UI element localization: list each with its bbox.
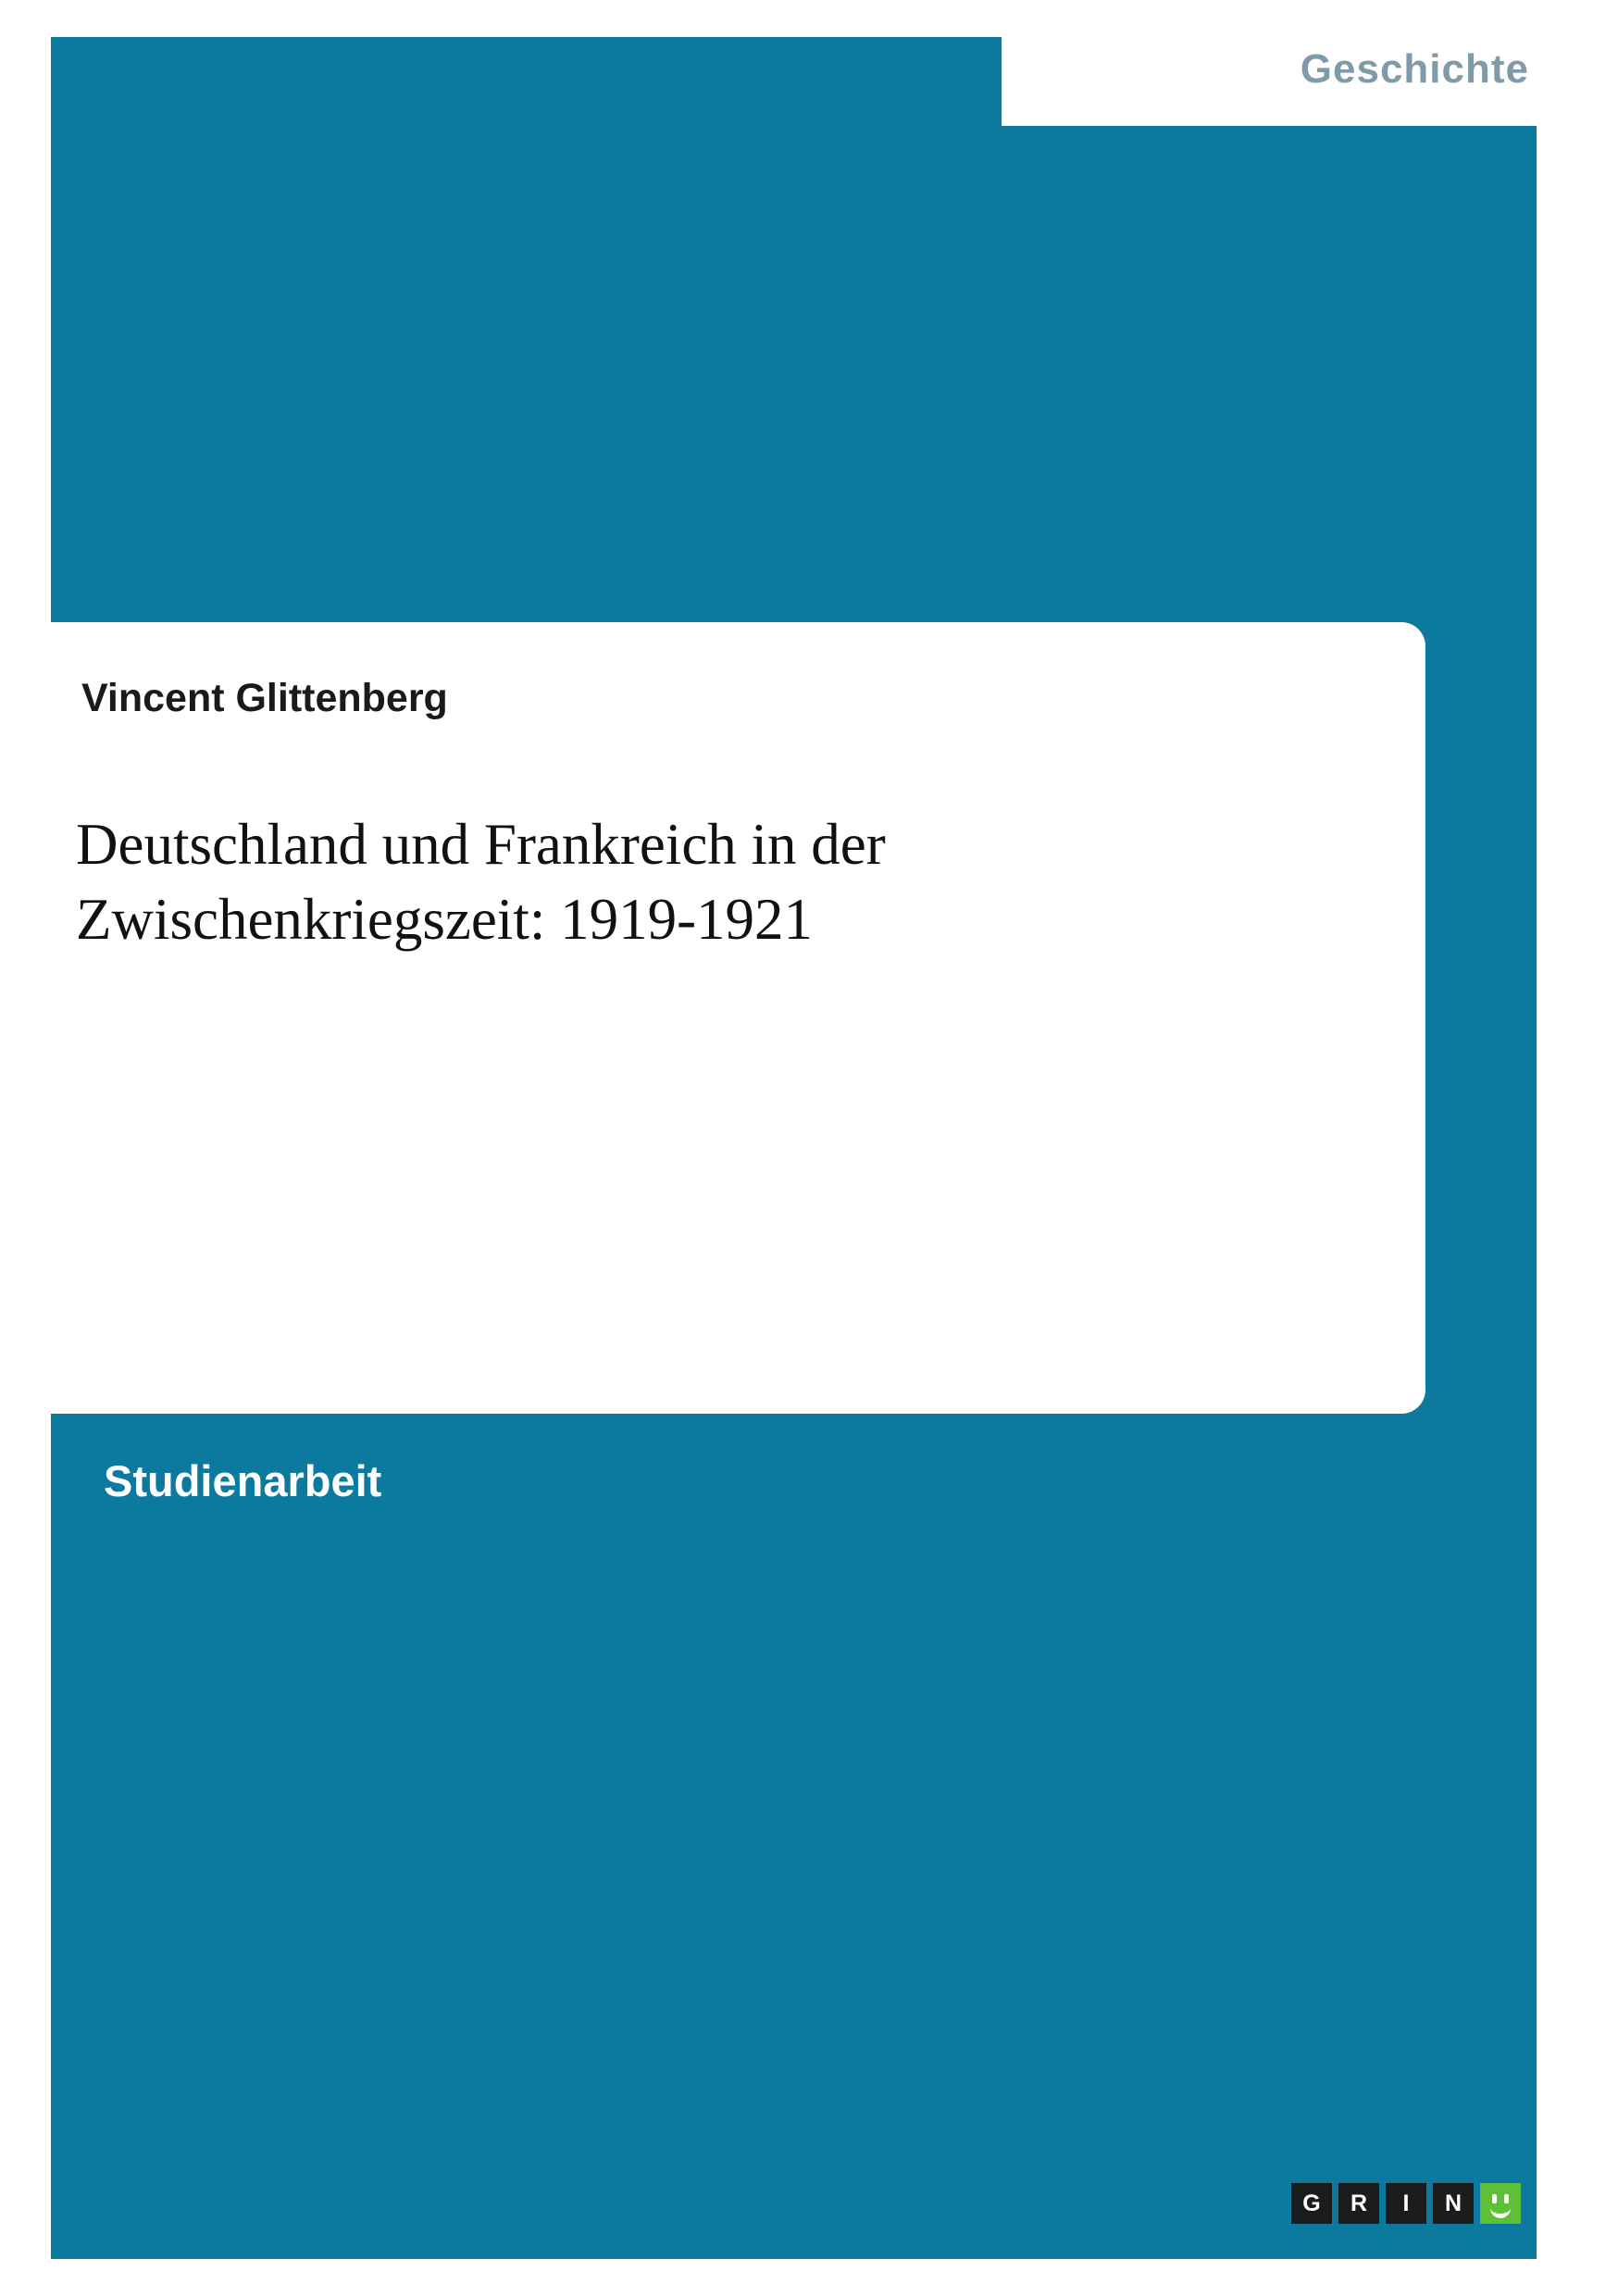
smiley-icon — [1480, 2183, 1521, 2224]
grin-logo — [1291, 2183, 1521, 2224]
page-margin-right — [1537, 0, 1618, 2296]
smiley-eye-left-icon — [1492, 2194, 1497, 2203]
smiley-mouth-icon — [1490, 2203, 1511, 2218]
logo-letter-g: G — [1291, 2183, 1332, 2224]
page-margin-bottom — [0, 2259, 1618, 2296]
logo-letter-i: I — [1386, 2183, 1426, 2224]
title-card — [0, 622, 1425, 1414]
smiley-eye-right-icon — [1504, 2194, 1509, 2203]
author-name: Vincent Glittenberg — [81, 676, 448, 720]
page-title: Deutschland und Frankreich in der Zwischenkriegszeit: 1919-1921 — [76, 812, 886, 952]
logo-letter-n: N — [1433, 2183, 1474, 2224]
category-label: Geschichte — [1300, 46, 1529, 92]
document-type-label: Studienarbeit — [104, 1456, 382, 1505]
logo-letter-r: R — [1338, 2183, 1379, 2224]
